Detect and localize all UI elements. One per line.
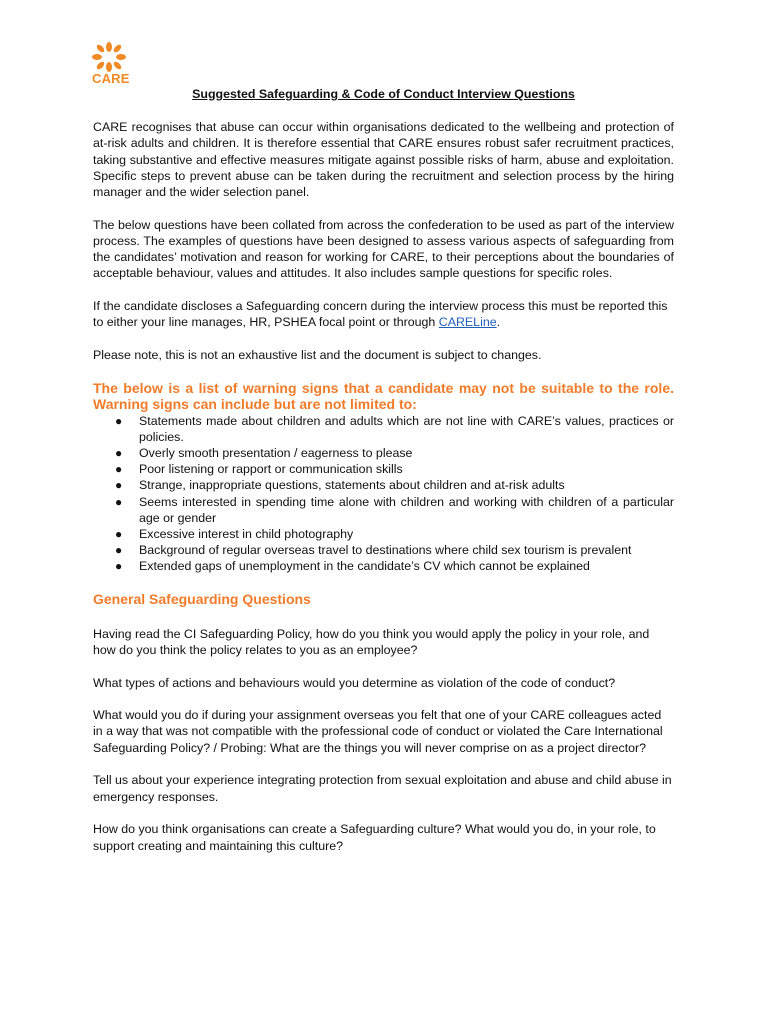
intro-paragraph-1: CARE recognises that abuse can occur within organisations dedicated to the wellbeing and protection of at-risk adults and children. It is therefore essential that CARE ensures robust safer recruitment practices, taking substantive and effective measures mitigate against possible risks of harm, abuse and exploitation. Specific steps to prevent abuse can be taken during the recruitment and selection process by the hiring manager and the wider selection panel. (93, 120, 674, 200)
document-title: Suggested Safeguarding & Code of Conduct Interview Questions (192, 87, 575, 101)
bullet-icon: ● (115, 494, 123, 509)
care-logo (92, 42, 130, 88)
bullet-icon: ● (115, 446, 123, 461)
document-body (93, 86, 674, 870)
list-item (115, 477, 674, 493)
list-item-text: Background of regular overseas travel to destinations where child sex tourism is prevalent (139, 543, 632, 558)
question-paragraph: What types of actions and behaviours would you determine as violation of the code of conduct? (93, 675, 616, 690)
warning-signs-heading: The below is a list of warning signs that a candidate may not be suitable to the role. Warning signs can include but are not limited to: (93, 379, 674, 413)
list-item (115, 542, 674, 558)
warning-signs-list (93, 413, 674, 575)
care-logo-icon (92, 42, 126, 72)
question-paragraph: How do you think organisations can create a Safeguarding culture? What would you do, in your role, to support creating and maintaining this culture? (93, 822, 656, 853)
bullet-icon: ● (115, 413, 123, 428)
general-questions-heading: General Safeguarding Questions (93, 590, 311, 607)
intro-paragraph-2: The below questions have been collated from across the confederation to be used as part of the interview process. The examples of questions have been designed to assess various aspects of safeguarding from the candidates’ motivation and reason for working for CARE, to their perceptions about the boundaries of acceptable behaviour, values and attitudes. It also includes sample questions for specific roles. (93, 217, 674, 281)
list-item (115, 445, 674, 461)
list-item (115, 461, 674, 477)
bullet-icon: ● (115, 559, 123, 574)
careline-link[interactable]: CARELine (438, 315, 497, 330)
list-item-text: Excessive interest in child photography (139, 527, 354, 542)
list-item-text: Statements made about children and adults which are not line with CARE’s values, practices or policies. (139, 413, 674, 444)
list-item-text: Overly smooth presentation / eagerness to please (139, 446, 413, 461)
question-paragraph: What would you do if during your assignment overseas you felt that one of your CARE colleagues acted in a way that was not compatible with the professional code of conduct or violated the Care International Safeguarding Policy? / Probing: What are the things you will never comprise on as a project director? (93, 708, 663, 755)
question-paragraph: Having read the CI Safeguarding Policy, how do you think you would apply the policy in your role, and how do you think the policy relates to you as an employee? (93, 626, 650, 657)
list-item-text: Extended gaps of unemployment in the candidate’s CV which cannot be explained (139, 559, 590, 574)
list-item (115, 413, 674, 445)
intro-paragraph-4: Please note, this is not an exhaustive list and the document is subject to changes. (93, 347, 542, 362)
list-item (115, 526, 674, 542)
list-item-text: Strange, inappropriate questions, statements about children and at-risk adults (139, 478, 565, 493)
list-item-text: Poor listening or rapport or communication skills (139, 462, 403, 477)
care-logo-text: CARE (92, 71, 130, 86)
intro-paragraph-3-text: If the candidate discloses a Safeguarding concern during the interview process this must be reported this to either your line manages, HR, PSHEA focal point or through (93, 299, 668, 330)
list-item (115, 494, 674, 526)
bullet-icon: ● (115, 527, 123, 542)
bullet-icon: ● (115, 543, 123, 558)
bullet-icon: ● (115, 478, 123, 493)
question-paragraph: Tell us about your experience integrating protection from sexual exploitation and abuse and child abuse in emergency responses. (93, 773, 672, 804)
list-item (115, 558, 674, 574)
intro-paragraph-3 (93, 298, 674, 330)
list-item-text: Seems interested in spending time alone with children and working with children of a particular age or gender (139, 494, 674, 525)
bullet-icon: ● (115, 462, 123, 477)
intro-paragraph-3-end: . (496, 315, 501, 330)
